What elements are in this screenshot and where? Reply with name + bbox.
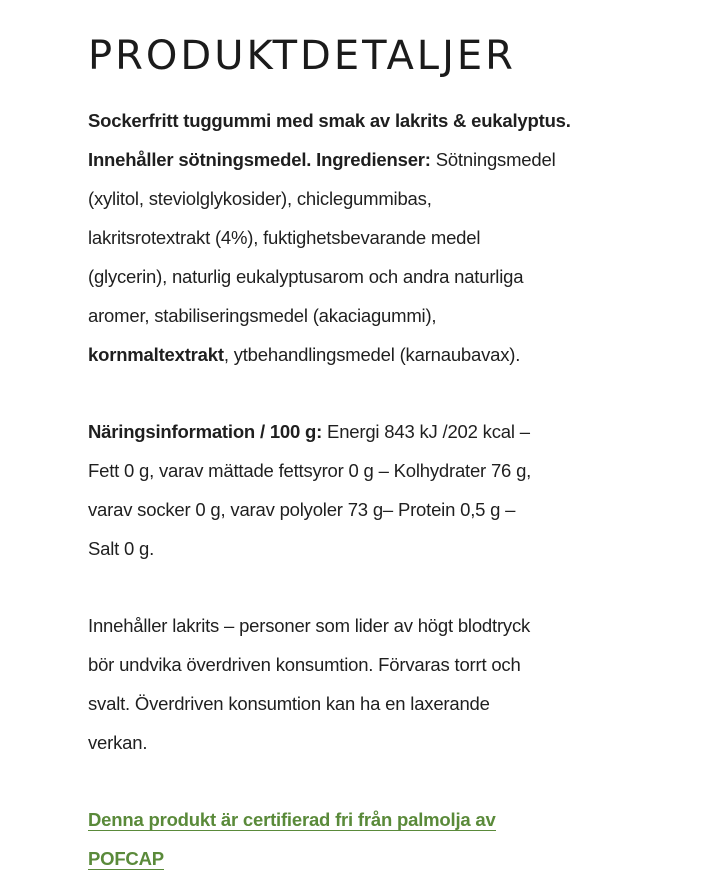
- ingredients-text: (glycerin), naturlig eukalyptusarom och andra naturliga: [88, 266, 524, 287]
- nutrition-text: Fett 0 g, varav mättade fettsyror 0 g – Kolhydrater 76 g,: [88, 460, 532, 481]
- warning-text: Innehåller lakrits – personer som lider av högt blodtryck: [88, 615, 531, 636]
- warning-text: verkan.: [88, 732, 148, 753]
- warning-text: svalt. Överdriven konsumtion kan ha en laxerande: [88, 693, 490, 714]
- nutrition-text: Energi 843 kJ /202 kcal –: [322, 421, 530, 442]
- warning-text: bör undvika överdriven konsumtion. Förvaras torrt och: [88, 654, 521, 675]
- nutrition-text: varav socker 0 g, varav polyoler 73 g– Protein 0,5 g –: [88, 499, 516, 520]
- ingredients-text: lakritsrotextrakt (4%), fuktighetsbevarande medel: [88, 227, 481, 248]
- ingredients-label: Innehåller sötningsmedel. Ingredienser:: [88, 149, 431, 170]
- product-description: Sockerfritt tuggummi med smak av lakrits & eukalyptus.: [88, 110, 571, 131]
- warning-paragraph: [88, 606, 648, 762]
- certification-paragraph: [88, 800, 648, 878]
- nutrition-paragraph: [88, 412, 648, 568]
- certification-link[interactable]: Denna produkt är certifierad fri från palmolja av: [88, 809, 496, 830]
- ingredients-text: Sötningsmedel: [430, 149, 556, 170]
- allergen-highlight: kornmaltextrakt: [88, 344, 224, 365]
- ingredients-text: aromer, stabiliseringsmedel (akaciagummi),: [88, 305, 437, 326]
- ingredients-text: (xylitol, steviolglykosider), chiclegummibas,: [88, 188, 432, 209]
- certification-link[interactable]: POFCAP: [88, 848, 164, 869]
- nutrition-label: Näringsinformation / 100 g:: [88, 421, 323, 442]
- ingredients-text: , ytbehandlingsmedel (karnaubavax).: [223, 344, 521, 365]
- ingredients-paragraph: [88, 101, 648, 374]
- section-title: PRODUKTDETALJER: [88, 33, 516, 79]
- nutrition-text: Salt 0 g.: [88, 538, 155, 559]
